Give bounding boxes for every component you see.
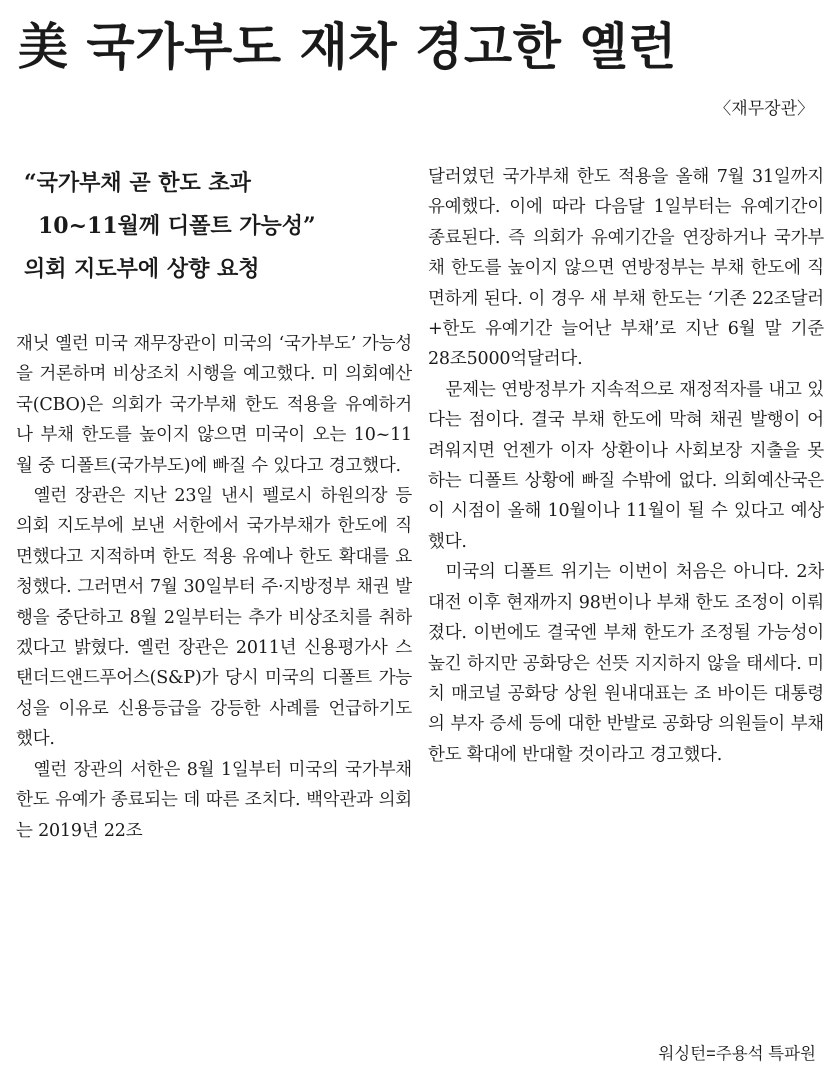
article-body-left (16, 329, 412, 846)
paragraph: 옐런 장관은 지난 23일 낸시 펠로시 하원의장 등 의회 지도부에 보낸 서한에서 국가부채가 한도에 직면했다고 지적하며 한도 적용 유예나 한도 확대를 요청했다. 그러면서 7월 30일부터 주·지방정부 채권 발행을 중단하고 8월 2일부터는 추가 비상조치를 취하겠다고 밝혔다. 옐런 장관은 2011년 신용평가사 스탠더드앤드푸어스(S&P)가 당시 미국의 디폴트 가능성을 이유로 신용등급을 강등한 사례를 언급하기도 했다. (16, 486, 412, 750)
paragraph: 옐런 장관의 서한은 8월 1일부터 미국의 국가부채 한도 유예가 종료되는 데 따른 조치다. 백악관과 의회는 2019년 22조 (16, 759, 412, 841)
left-column (16, 162, 412, 846)
paragraph: 미국의 디폴트 위기는 이번이 처음은 아니다. 2차대전 이후 현재까지 98번이나 부채 한도 조정이 이뤄졌다. 이번에도 결국엔 부채 한도가 조정될 가능성이 높긴 하지만 공화당은 선뜻 지지하지 않을 태세다. 미치 매코널 공화당 상원 원내대표는 조 바이든 대통령의 부자 증세 등에 대한 반발로 공화당 의원들이 부채 한도 확대에 반대할 것이라고 경고했다. (428, 562, 824, 765)
paragraph: 달러였던 국가부채 한도 적용을 올해 7월 31일까지 유예했다. 이에 따라 다음달 1일부터는 유예기간이 종료된다. 즉 의회가 유예기간을 연장하거나 국가부채 한도를 높이지 않으면 연방정부는 부채 한도에 직면하게 된다. 이 경우 새 부채 한도는 ‘기존 22조달러+한도 유예기간 늘어난 부채’로 지난 6월 말 기준 28조5000억달러다. (428, 167, 824, 370)
byline: 워싱턴=주용석 특파원 (658, 1045, 816, 1063)
subheadline (24, 162, 412, 291)
right-column (428, 162, 824, 770)
headline: 美 국가부도 재차 경고한 옐런 (18, 17, 677, 76)
subhead-line: 10~11월께 디폴트 가능성” (38, 213, 316, 239)
paragraph: 문제는 연방정부가 지속적으로 재정적자를 내고 있다는 점이다. 결국 부채 한도에 막혀 채권 발행이 어려워지면 언젠가 이자 상환이나 사회보장 지출을 못하는 디폴트 상황에 빠질 수밖에 없다. 의회예산국은 이 시점이 올해 10월이나 11월이 될 수 있다고 예상했다. (428, 379, 824, 552)
article-body-right (428, 162, 824, 770)
source-label: 〈재무장관〉 (714, 99, 814, 119)
subhead-line: “국가부채 곧 한도 초과 (24, 170, 251, 196)
paragraph: 재닛 옐런 미국 재무장관이 미국의 ‘국가부도’ 가능성을 거론하며 비상조치 시행을 예고했다. 미 의회예산국(CBO)은 의회가 국가부채 한도 적용을 유예하거나 부채 한도를 높이지 않으면 미국이 오는 10~11월 중 디폴트(국가부도)에 빠질 수 있다고 경고했다. (16, 334, 412, 476)
subhead-line: 의회 지도부에 상향 요청 (24, 256, 260, 282)
